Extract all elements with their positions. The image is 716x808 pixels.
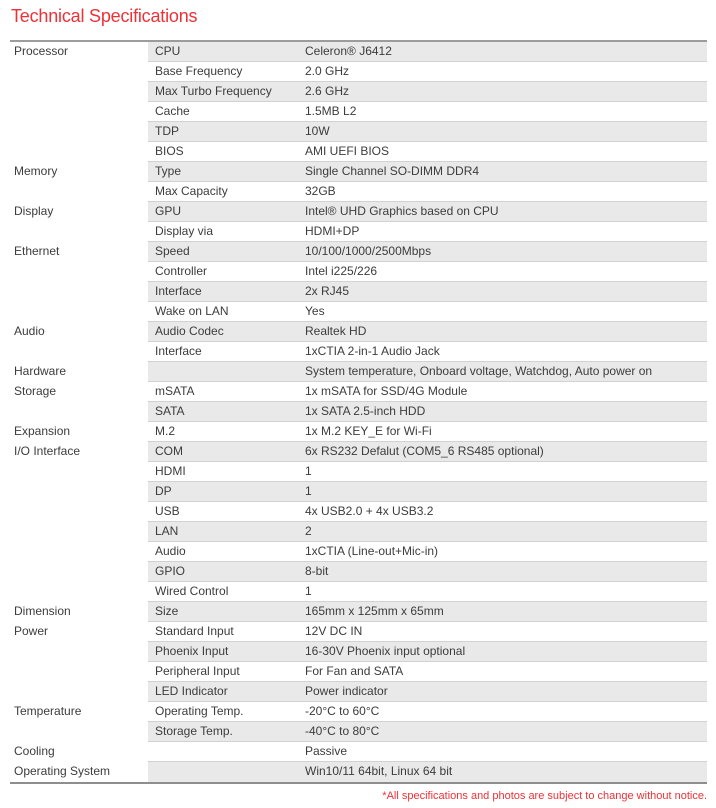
table-row xyxy=(10,622,707,642)
item-cell: Base Frequency xyxy=(155,64,243,78)
spec-band xyxy=(148,302,707,322)
value-cell: Realtek HD xyxy=(305,324,367,338)
category-cell xyxy=(10,482,148,502)
item-cell: BIOS xyxy=(155,144,184,158)
table-row xyxy=(10,462,707,482)
value-cell: 1.5MB L2 xyxy=(305,104,357,118)
spec-band xyxy=(148,502,707,522)
value-cell: 1 xyxy=(305,464,312,478)
item-cell: LAN xyxy=(155,524,179,538)
table-row xyxy=(10,142,707,162)
item-cell: Wired Control xyxy=(155,584,229,598)
category-cell: Expansion xyxy=(10,422,148,442)
category-cell xyxy=(10,462,148,482)
item-cell: Wake on LAN xyxy=(155,304,229,318)
spec-band xyxy=(148,462,707,482)
category-cell: Power xyxy=(10,622,148,642)
table-row xyxy=(10,522,707,542)
value-cell: -40°C to 80°C xyxy=(305,724,380,738)
spec-band xyxy=(148,522,707,542)
table-row xyxy=(10,162,707,182)
value-cell: 1 xyxy=(305,584,312,598)
item-cell xyxy=(148,362,305,381)
table-row xyxy=(10,62,707,82)
value-cell: Intel® UHD Graphics based on CPU xyxy=(305,204,499,218)
table-row xyxy=(10,342,707,362)
category-cell: I/O Interface xyxy=(10,442,148,462)
table-row xyxy=(10,262,707,282)
category-cell: Cooling xyxy=(10,742,148,762)
table-row xyxy=(10,722,707,742)
table-row xyxy=(10,502,707,522)
spec-band xyxy=(148,102,707,122)
category-cell xyxy=(10,542,148,562)
category-cell: Temperature xyxy=(10,702,148,722)
value-cell: Win10/11 64bit, Linux 64 bit xyxy=(305,764,453,778)
table-row xyxy=(10,642,707,662)
item-cell: Type xyxy=(155,164,182,178)
category-cell xyxy=(10,522,148,542)
table-row xyxy=(10,582,707,602)
category-cell: Operating System xyxy=(10,762,148,782)
spec-band xyxy=(148,762,707,782)
table-row xyxy=(10,482,707,502)
spec-band xyxy=(148,142,707,162)
spec-band xyxy=(148,402,707,422)
table-row xyxy=(10,422,707,442)
category-cell xyxy=(10,282,148,302)
table-row xyxy=(10,762,707,782)
value-cell: 1 xyxy=(305,484,312,498)
category-cell xyxy=(10,582,148,602)
spec-table xyxy=(10,40,707,784)
spec-band xyxy=(148,322,707,342)
category-cell: Ethernet xyxy=(10,242,148,262)
item-cell: Max Capacity xyxy=(155,184,228,198)
category-cell xyxy=(10,102,148,122)
value-cell: HDMI+DP xyxy=(305,224,360,238)
disclaimer-footnote: *All specifications and photos are subject to change without notice. xyxy=(382,790,707,802)
value-cell: 12V DC IN xyxy=(305,624,363,638)
value-cell: 2.0 GHz xyxy=(305,64,350,78)
value-cell: System temperature, Onboard voltage, Watchdog, Auto power on xyxy=(305,364,653,378)
table-row xyxy=(10,662,707,682)
spec-band xyxy=(148,702,707,722)
spec-band xyxy=(148,222,707,242)
spec-band xyxy=(148,162,707,182)
value-cell: AMI UEFI BIOS xyxy=(305,144,390,158)
value-cell: 2.6 GHz xyxy=(305,84,350,98)
value-cell: Passive xyxy=(305,744,348,758)
table-row xyxy=(10,542,707,562)
category-cell: Display xyxy=(10,202,148,222)
spec-band xyxy=(148,382,707,402)
item-cell xyxy=(148,762,305,782)
value-cell: Yes xyxy=(305,304,325,318)
item-cell: SATA xyxy=(155,404,185,418)
category-cell: Storage xyxy=(10,382,148,402)
page-title: Technical Specifications xyxy=(11,6,198,26)
table-row xyxy=(10,82,707,102)
category-cell xyxy=(10,342,148,362)
category-cell xyxy=(10,662,148,682)
value-cell: 1x mSATA for SSD/4G Module xyxy=(305,384,468,398)
value-cell: 2 xyxy=(305,524,312,538)
table-row xyxy=(10,122,707,142)
table-row xyxy=(10,602,707,622)
category-cell xyxy=(10,62,148,82)
spec-band xyxy=(148,122,707,142)
item-cell: USB xyxy=(155,504,180,518)
value-cell: 4x USB2.0 + 4x USB3.2 xyxy=(305,504,434,518)
value-cell: 6x RS232 Defalut (COM5_6 RS485 optional) xyxy=(305,444,544,458)
item-cell: GPIO xyxy=(155,564,186,578)
item-cell: M.2 xyxy=(155,424,176,438)
value-cell: Celeron® J6412 xyxy=(305,44,392,58)
item-cell: COM xyxy=(155,444,183,458)
category-cell xyxy=(10,302,148,322)
spec-band xyxy=(148,342,707,362)
item-cell: Size xyxy=(155,604,179,618)
table-row xyxy=(10,682,707,702)
value-cell: 1x SATA 2.5-inch HDD xyxy=(305,404,426,418)
value-cell: 165mm x 125mm x 65mm xyxy=(305,604,444,618)
category-cell xyxy=(10,142,148,162)
category-cell xyxy=(10,402,148,422)
spec-band xyxy=(148,682,707,702)
spec-band xyxy=(148,602,707,622)
spec-band xyxy=(148,562,707,582)
item-cell: GPU xyxy=(155,204,182,218)
table-row xyxy=(10,442,707,462)
table-row xyxy=(10,222,707,242)
spec-band xyxy=(148,482,707,502)
spec-band xyxy=(148,242,707,262)
item-cell: Speed xyxy=(155,244,190,258)
spec-band xyxy=(148,182,707,202)
category-cell: Memory xyxy=(10,162,148,182)
category-cell: Processor xyxy=(10,42,148,62)
table-row xyxy=(10,362,707,382)
value-cell: 8-bit xyxy=(305,564,329,578)
table-row xyxy=(10,42,707,62)
spec-band xyxy=(148,422,707,442)
value-cell: 1xCTIA 2-in-1 Audio Jack xyxy=(305,344,440,358)
spec-band xyxy=(148,622,707,642)
item-cell: HDMI xyxy=(155,464,186,478)
spec-band xyxy=(148,662,707,682)
item-cell: CPU xyxy=(155,44,181,58)
value-cell: 10/100/1000/2500Mbps xyxy=(305,244,432,258)
table-row xyxy=(10,202,707,222)
item-cell: Controller xyxy=(155,264,208,278)
value-cell: Power indicator xyxy=(305,684,388,698)
item-cell: Storage Temp. xyxy=(155,724,233,738)
category-cell xyxy=(10,562,148,582)
item-cell: LED Indicator xyxy=(155,684,228,698)
category-cell: Dimension xyxy=(10,602,148,622)
item-cell: Interface xyxy=(155,344,202,358)
category-cell xyxy=(10,122,148,142)
category-cell xyxy=(10,82,148,102)
item-cell: Phoenix Input xyxy=(155,644,229,658)
value-cell: 32GB xyxy=(305,184,336,198)
table-row xyxy=(10,322,707,342)
spec-band xyxy=(148,42,707,62)
value-cell: Single Channel SO-DIMM DDR4 xyxy=(305,164,480,178)
spec-band xyxy=(148,582,707,602)
item-cell: Standard Input xyxy=(155,624,234,638)
spec-band xyxy=(148,262,707,282)
spec-band xyxy=(148,82,707,102)
category-cell xyxy=(10,642,148,662)
table-row xyxy=(10,402,707,422)
value-cell: For Fan and SATA xyxy=(305,664,404,678)
category-cell xyxy=(10,722,148,742)
category-cell: Hardware xyxy=(10,362,148,382)
category-cell: Audio xyxy=(10,322,148,342)
spec-band xyxy=(148,362,707,382)
table-row xyxy=(10,382,707,402)
spec-band xyxy=(148,282,707,302)
category-cell xyxy=(10,222,148,242)
item-cell: mSATA xyxy=(155,384,195,398)
item-cell: TDP xyxy=(155,124,179,138)
table-row xyxy=(10,702,707,722)
spec-band xyxy=(148,722,707,742)
table-row xyxy=(10,742,707,762)
item-cell xyxy=(148,742,305,761)
category-cell xyxy=(10,502,148,522)
item-cell: Audio xyxy=(155,544,186,558)
table-row xyxy=(10,242,707,262)
item-cell: Peripheral Input xyxy=(155,664,240,678)
spec-band xyxy=(148,542,707,562)
table-row xyxy=(10,102,707,122)
item-cell: DP xyxy=(155,484,172,498)
spec-band xyxy=(148,62,707,82)
value-cell: 10W xyxy=(305,124,330,138)
spec-band xyxy=(148,442,707,462)
table-row xyxy=(10,302,707,322)
item-cell: Display via xyxy=(155,224,214,238)
table-row xyxy=(10,562,707,582)
value-cell: 1xCTIA (Line-out+Mic-in) xyxy=(305,544,439,558)
category-cell xyxy=(10,262,148,282)
value-cell: -20°C to 60°C xyxy=(305,704,380,718)
item-cell: Max Turbo Frequency xyxy=(155,84,272,98)
spec-band xyxy=(148,642,707,662)
spec-band xyxy=(148,742,707,762)
table-row xyxy=(10,182,707,202)
item-cell: Cache xyxy=(155,104,190,118)
value-cell: 16-30V Phoenix input optional xyxy=(305,644,466,658)
spec-band xyxy=(148,202,707,222)
table-row xyxy=(10,282,707,302)
category-cell xyxy=(10,182,148,202)
item-cell: Interface xyxy=(155,284,202,298)
value-cell: 2x RJ45 xyxy=(305,284,350,298)
item-cell: Audio Codec xyxy=(155,324,224,338)
item-cell: Operating Temp. xyxy=(155,704,244,718)
value-cell: Intel i225/226 xyxy=(305,264,378,278)
category-cell xyxy=(10,682,148,702)
value-cell: 1x M.2 KEY_E for Wi-Fi xyxy=(305,424,432,438)
